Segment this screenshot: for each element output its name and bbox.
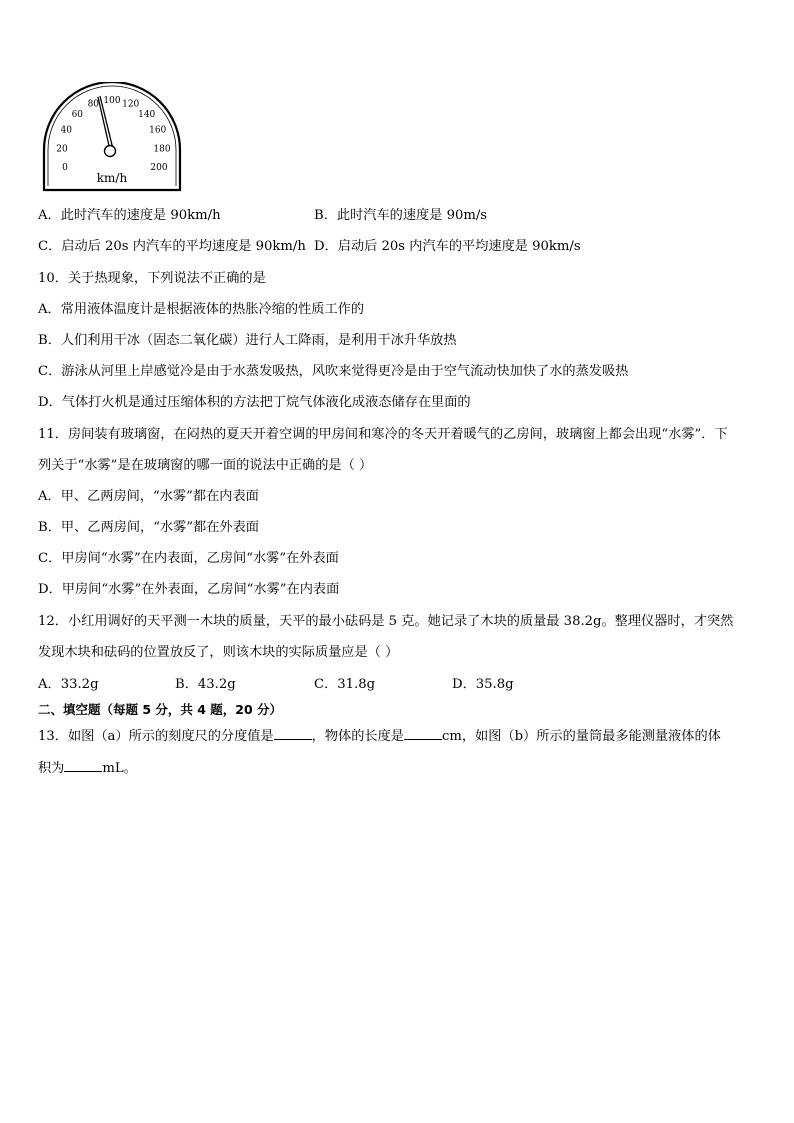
q12-option-b[interactable]: B．43.2g	[175, 677, 236, 692]
q12-option-d[interactable]: D．35.8g	[452, 677, 514, 692]
speedometer-unit: km/h	[96, 171, 128, 185]
q13-line-2	[38, 759, 137, 778]
q10-stem: 10．关于热现象，下列说法不正确的是	[38, 271, 266, 286]
q13-text-3: cm，如图（b）所示的量筒最多能测量液体的体	[441, 729, 721, 744]
q11-stem-line-1: 11．房间装有玻璃窗，在闷热的夏天开着空调的甲房间和寒冷的冬天开着暖气的乙房间，玻璃窗上都会出现“水雾”．下	[38, 427, 728, 442]
q13-blank-division[interactable]	[274, 727, 312, 740]
q10-option-d[interactable]: D．气体打火机是通过压缩体积的方法把丁烷气体液化成液态储存在里面的	[38, 395, 471, 410]
speedometer-label-0: 0	[62, 163, 68, 174]
q12-option-a[interactable]: A．33.2g	[38, 677, 99, 692]
q13-blank-volume[interactable]	[64, 759, 102, 772]
q11-option-c[interactable]: C．甲房间“水雾”在内表面，乙房间“水雾”在外表面	[38, 551, 339, 566]
q12-option-c[interactable]: C．31.8g	[314, 677, 376, 692]
q10-option-a[interactable]: A．常用液体温度计是根据液体的热胀冷缩的性质工作的	[38, 302, 365, 317]
q11-option-b[interactable]: B．甲、乙两房间，“水雾”都在外表面	[38, 520, 259, 535]
speedometer-label-140: 140	[138, 110, 156, 120]
speedometer-label-20: 20	[56, 144, 68, 155]
q11-stem-line-2: 列关于“水雾”是在玻璃窗的哪一面的说法中正确的是（ ）	[38, 458, 373, 473]
speedometer-label-120: 120	[122, 99, 140, 110]
speedometer-label-180: 180	[153, 144, 171, 155]
speedometer-hub	[105, 146, 116, 157]
speedometer-label-160: 160	[149, 125, 167, 136]
q13-line-1	[38, 727, 721, 746]
q11-option-a[interactable]: A．甲、乙两房间，“水雾”都在内表面	[38, 489, 259, 504]
q9-option-a[interactable]: A．此时汽车的速度是 90km/h	[38, 208, 221, 223]
q10-option-c[interactable]: C．游泳从河里上岸感觉冷是由于水蒸发吸热，风吹来觉得更冷是由于空气流动快加快了水的蒸发吸热	[38, 364, 629, 379]
q13-text-5: mL。	[102, 761, 137, 776]
speedometer-label-60: 60	[71, 110, 84, 120]
speedometer-label-100: 100	[103, 96, 121, 106]
section-2-title: 二、填空题（每题 5 分，共 4 题，20 分）	[38, 702, 283, 717]
speedometer-scale	[56, 96, 171, 173]
speedometer-label-200: 200	[150, 163, 168, 174]
q10-option-b[interactable]: B．人们利用干冰（固态二氧化碳）进行人工降雨，是利用干冰升华放热	[38, 333, 457, 348]
q9-option-c[interactable]: C．启动后 20s 内汽车的平均速度是 90km/h	[38, 239, 306, 254]
q13-text-1: 13．如图（a）所示的刻度尺的分度值是	[38, 729, 274, 744]
q9-option-b[interactable]: B．此时汽车的速度是 90m/s	[314, 208, 488, 223]
q9-option-d[interactable]: D．启动后 20s 内汽车的平均速度是 90km/s	[314, 239, 581, 254]
q12-stem-line-2: 发现木块和砝码的位置放反了，则该木块的实际质量应是（ ）	[38, 645, 399, 660]
speedometer-label-80: 80	[87, 99, 100, 110]
q13-text-4: 积为	[38, 761, 65, 776]
q11-option-d[interactable]: D．甲房间“水雾”在外表面，乙房间“水雾”在内表面	[38, 582, 340, 597]
q12-stem-line-1: 12．小红用调好的天平测一木块的质量，天平的最小砝码是 5 克。她记录了木块的质量最 38.2g。整理仪器时，才突然	[38, 614, 734, 629]
speedometer-label-40: 40	[60, 125, 73, 136]
q13-text-2: ，物体的长度是	[311, 729, 404, 744]
speedometer-figure	[38, 82, 186, 194]
q13-blank-length[interactable]	[404, 727, 442, 740]
